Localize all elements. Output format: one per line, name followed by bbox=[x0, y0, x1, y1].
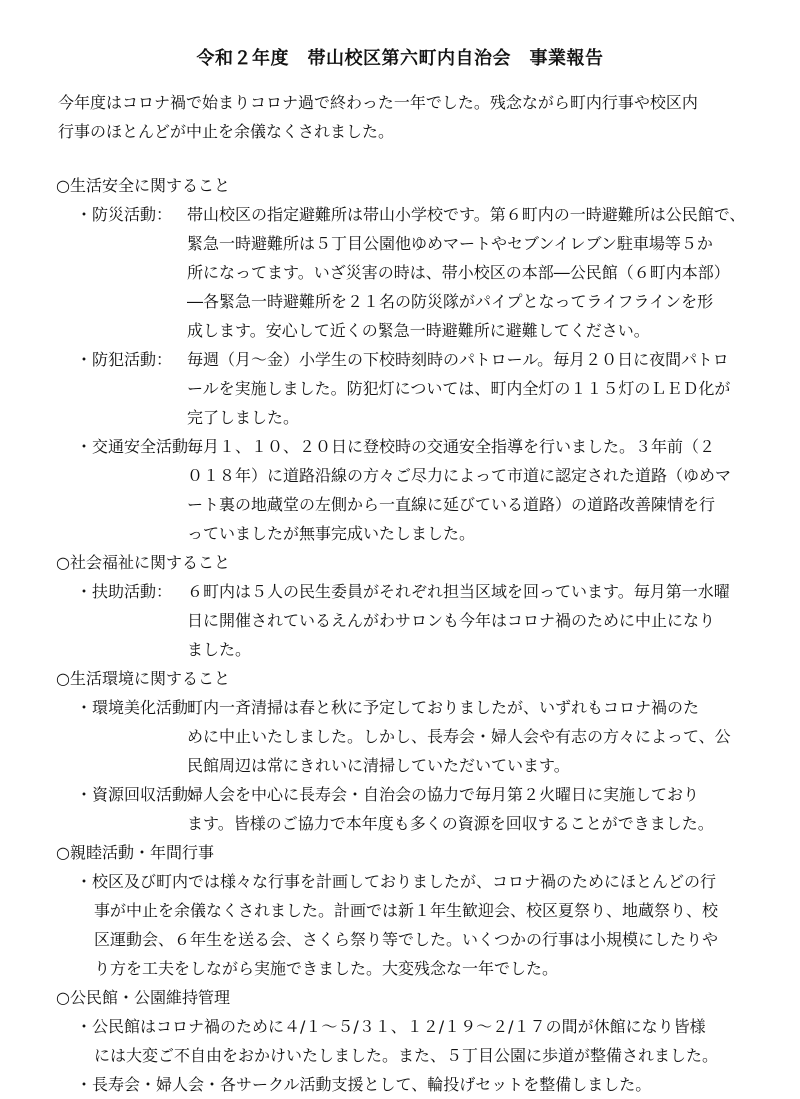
item-line: ート裏の地蔵堂の左側から一直線に延びている道路）の道路改善陳情を行 bbox=[187, 495, 716, 514]
intro-line: 今年度はコロナ禍で始まりコロナ過で終わった一年でした。残念ながら町内行事や校区内 bbox=[58, 93, 698, 112]
item-line: ールを実施しました。防犯灯については、町内全灯の１１５灯のＬＥＤ化が bbox=[187, 379, 731, 398]
item-traffic-safety bbox=[56, 432, 756, 548]
item-line: 帯山校区の指定避難所は帯山小学校です。第６町内の一時避難所は公民館で、 bbox=[187, 205, 746, 224]
intro-line: 行事のほとんどが中止を余儀なくされました。 bbox=[58, 122, 395, 141]
item-label: ・扶助活動： bbox=[76, 582, 173, 601]
item-line: めに中止いたしました。しかし、長寿会・婦人会や有志の方々によって、公 bbox=[187, 727, 731, 746]
document-title: 令和２年度 帯山校区第六町内自治会 事業報告 bbox=[196, 48, 604, 69]
item-disaster-prevention bbox=[56, 200, 756, 345]
item-text bbox=[187, 200, 756, 345]
section-heading-safety: ○生活安全に関すること bbox=[56, 176, 230, 195]
intro-paragraph bbox=[58, 88, 748, 146]
item-assistance bbox=[56, 577, 756, 664]
item-line: 完了しました。 bbox=[187, 408, 300, 427]
item-label: ・交通安全活動： bbox=[76, 437, 205, 456]
item-line: 緊急一時避難所は５丁目公園他ゆめマートやセブンイレブン駐車場等５か bbox=[187, 234, 713, 253]
bullet-line: 事が中止を余儀なくされました。計画では新１年生歓迎会、校区夏祭り、地蔵祭り、校 bbox=[94, 901, 719, 920]
bullet-community-hall bbox=[56, 1012, 756, 1070]
section-heading-facilities: ○公民館・公園維持管理 bbox=[56, 988, 230, 1007]
section-heading-environment: ○生活環境に関すること bbox=[56, 669, 230, 688]
item-line: 毎月１、１０、２０日に登校時の交通安全指導を行いました。３年前（２ bbox=[187, 437, 716, 456]
item-line: 日に開催されているえんがわサロンも今年はコロナ禍のために中止になり bbox=[187, 611, 716, 630]
item-text bbox=[187, 693, 756, 780]
item-recycling bbox=[56, 780, 756, 838]
item-line: 民館周辺は常にきれいに清掃していただいています。 bbox=[187, 756, 570, 775]
item-label: ・防犯活動： bbox=[76, 350, 173, 369]
bullet-events bbox=[56, 867, 756, 983]
item-label: ・環境美化活動： bbox=[76, 698, 205, 717]
item-line: 毎週（月～金）小学生の下校時刻時のパトロール。毎月２０日に夜間パトロ bbox=[187, 350, 729, 369]
bullet-line: ・公民館はコロナ禍のために４/１～５/３１、１２/１９～２/１７の間が休館になり皆様 bbox=[76, 1017, 706, 1036]
section-heading-welfare: ○社会福祉に関すること bbox=[56, 553, 230, 572]
item-label: ・資源回収活動： bbox=[76, 785, 205, 804]
item-line: ました。 bbox=[187, 640, 252, 659]
item-beautification bbox=[56, 693, 756, 780]
item-line: 成します。安心して近くの緊急一時避難所に避難してください。 bbox=[187, 321, 650, 340]
item-line: っていましたが無事完成いたしました。 bbox=[187, 524, 476, 543]
item-text bbox=[187, 780, 756, 838]
item-line: 所になってます。いざ災害の時は、帯小校区の本部―公民館（６町内本部） bbox=[187, 263, 730, 282]
bullet-line: ・校区及び町内では様々な行事を計画しておりましたが、コロナ禍のためにほとんどの行 bbox=[76, 872, 717, 891]
item-text bbox=[187, 432, 756, 548]
item-line: ６町内は５人の民生委員がそれぞれ担当区域を回っています。毎月第一水曜 bbox=[187, 582, 730, 601]
report-sections bbox=[56, 171, 756, 1099]
item-text bbox=[187, 577, 756, 664]
bullet-line: ・長寿会・婦人会・各サークル活動支援として、輪投げセットを整備しました。 bbox=[76, 1075, 652, 1094]
item-line: 町内一斉清掃は春と秋に予定しておりましたが、いずれもコロナ禍のた bbox=[187, 698, 700, 717]
bullet-line: 区運動会、６年生を送る会、さくら祭り等でした。いくつかの行事は小規模にしたりや bbox=[94, 930, 719, 949]
item-line: ―各緊急一時避難所を２１名の防災隊がパイプとなってライフラインを形 bbox=[187, 292, 714, 311]
item-line: ます。皆様のご協力で本年度も多くの資源を回収することができました。 bbox=[187, 814, 714, 833]
bullet-line: には大変ご不自由をおかけいたしました。また、５丁目公園に歩道が整備されました。 bbox=[94, 1046, 719, 1065]
section-heading-events: ○親睦活動・年間行事 bbox=[56, 843, 214, 862]
item-text bbox=[187, 345, 756, 432]
item-line: 婦人会を中心に長寿会・自治会の協力で毎月第２火曜日に実施しており bbox=[187, 785, 700, 804]
item-crime-prevention bbox=[56, 345, 756, 432]
item-line: ０１８年）に道路沿線の方々ご尽力によって市道に認定された道路（ゆめマ bbox=[187, 466, 732, 485]
item-label: ・防災活動： bbox=[76, 205, 173, 224]
bullet-line: り方を工夫をしながら実施できました。大変残念な一年でした。 bbox=[94, 959, 559, 978]
